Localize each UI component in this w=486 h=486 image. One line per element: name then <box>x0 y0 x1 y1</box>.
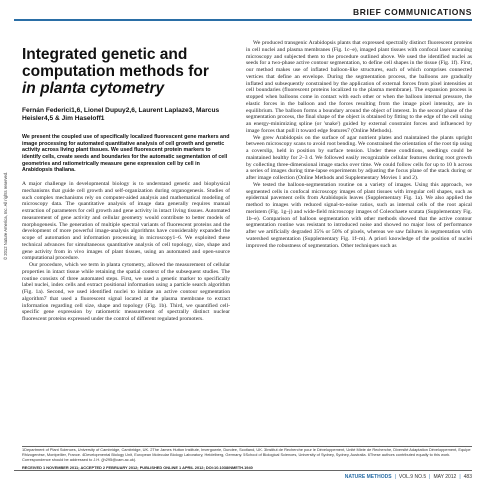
body-paragraph: We produced transgenic Arabidopsis plants that expressed spectrally distinct fluorescent proteins in cell nuclei and plasma membranes (Fig. 1c–e), imaged plant tissues with confocal laser scanning microscopy and subjected them to the procedure outlined above. We used the identified nuclei as seeds for a two-phase active contour segmentation, to define cell shapes in the tissue (Fig. 1f). First, our method makes use of inflated balloon-like structures, each of which comprises connected vertices that define an envelope. During the segmentation process, the balloons are gradually inflated and subsequently constrained by the application of external forces from pixel intensities at cell boundaries (fluorescent proteins localized to the plasma membrane). The expansion process is stopped when balloons come in contact with each other or when the balloon internal pressure, the elastic forces in the balloon and the forces resulting from the image pixel intensity, are in equilibrium. The balloon forms a boundary around the object of interest. In the second phase of the segmentation process, the final shape of the object is obtained by fitting to the edge of the cell using an energy-minimizing spline (or 'snake') guided by external constraint forces and influenced by image forces that pull it toward edge features7 (Online Methods). <box>246 40 472 134</box>
header-rule <box>14 19 472 21</box>
issue-date: MAY 2012 <box>433 474 457 480</box>
title-line-1: Integrated genetic and <box>22 46 188 63</box>
volume-issue: VOL.9 NO.5 <box>398 474 427 480</box>
received-dates: RECEIVED 1 NOVEMBER 2011; ACCEPTED 2 FEBRUARY 2012; PUBLISHED ONLINE 1 APRIL 2012; DOI:10.1038/NMETH.1940 <box>22 465 253 470</box>
author-list: Fernán Federici1,6, Lionel Dupuy2,6, Laurent Laplaze3, Marcus Heisler4,5 & Jim Haseloff1 <box>22 107 220 123</box>
left-column <box>22 40 230 323</box>
title-line-2: computation methods for <box>22 63 209 80</box>
footer-separator: | <box>429 474 431 480</box>
side-copyright-note: © 2012 Nature America, Inc. All rights reserved. <box>3 171 8 260</box>
article-title <box>22 46 230 97</box>
title-line-3: in planta cytometry <box>22 80 165 97</box>
body-paragraph: We tested the balloon-segmentation routine on a variety of images. Using this approach, we segmented cells in confocal microscopy images of plant tissues with irregular cell shapes, such as epidermal pavement cells from Arabidopsis leaves (Supplementary Fig. 1a). We also applied the method to images with reduced signal-to-noise ratios, such as internal cells of the root apical meristem (Fig. 1g–j) and wide-field microscopy images of Coleochaete scutata (Supplementary Fig. 1b–e). Comparison of balloon segmentation with other methods showed that the active contour segmentation routine was resistant to introduced noise and showed no major loss of performance after we artificially degraded 35% or 50% of pixels, whereas we saw failures in segmentation with watershed segmentation (Supplementary Fig. 1f–m). A priori knowledge of the position of nuclei improved the robustness of segmentation. Other techniques such as <box>246 181 472 249</box>
abstract: We present the coupled use of specifically localized fluorescent gene markers and image processing for automated quantitative analysis of cell growth and genetic activity across living plant tissues. We used fluorescent protein markers to identify cells, create seeds and boundaries for the automatic segmentation of cell geometries and ratiometrically measure gene expression cell by cell in Arabidopsis thaliana. <box>22 133 230 174</box>
section-label: BRIEF COMMUNICATIONS <box>352 7 472 17</box>
body-paragraph: A major challenge in developmental biology is to understand genetic and biophysical mechanisms that guide cell growth and self-organization during organogenesis. Studies of such complex mechanisms rely on computer-aided analysis and mathematical modeling of microscopy data. The quantitative analysis of image data generally requires manual extraction of parameters for cell growth and gene activity in intact living tissues. Automated measurement of gene activity and cellular geometry would contribute to better models of morphogenesis. The generation of multiple spectral variants of fluorescent proteins and the development of more powerful image-analysis algorithms have considerably expanded the scope of automation and information processing in microscopy1–6. We exploited these technical advances for simultaneous quantitative analysis of cell topology, size, shape and gene activity from in vivo images of plant tissues, using an automated and open-source computational procedure. <box>22 181 230 262</box>
right-column <box>246 40 472 249</box>
bottom-rule <box>14 470 472 471</box>
body-paragraph: We grew Arabidopsis on the surface of agar nutrient plates and maintained the plants upright between microscopy scans to avoid root bending. We constrained the orientation of the root tip using a coverslip, held in position by surface tension. Under these conditions, seedlings could be maintained healthy for 2–3 d. We followed easily recognizable cellular features during root growth by collecting three-dimensional image stacks over time. We could follow cells for up to 10 h across a series of images during time-lapse experiments by adjusting the focus plane of the stack during or after image collection (Online Methods and Supplementary Movies 1 and 2). <box>246 134 472 181</box>
right-body-text <box>246 40 472 249</box>
footer-separator: | <box>394 474 396 480</box>
footer-separator: | <box>459 474 461 480</box>
page-number: 483 <box>463 474 472 480</box>
page-header <box>0 0 486 22</box>
journal-name: NATURE METHODS <box>344 474 392 480</box>
body-paragraph: Our procedure, which we term in planta cytometry, allowed the measurement of cellular properties in intact tissue while retaining the spatial context of the subsequent studies. The routine consists of three automated steps. First, we used a genetic marker to specifically label nuclei, index cells and extract positional information using a particle search algorithm (Fig. 1a). Second, we used identified nuclei to initiate an active contour segmentation algorithm7 that used a fluorescent signal located at the plasma membrane to extract information regarding cell size, shape and topology (Fig. 1b). Third, we quantified cell-specific gene expression by ratiometric measurement of spectrally distinct nuclear fluorescent proteins expressed under the control of different regulated promoters. <box>22 262 230 323</box>
page-footer <box>345 474 472 480</box>
affiliations-footnote: 1Department of Plant Sciences, University of Cambridge, Cambridge, UK. 2The James Hutton Institute, Invergowrie, Dundee, Scotland, UK. 3Institut de Recherche pour le Développement, Unité Mixte de Recherche, Diversité Adaptation Développement, Equipe Rhizogenèse, Montpellier, France. 4Developmental Biology Unit, European Molecular Biology Laboratory, Heidelberg, Germany. 5School of Biological Sciences, University of Sydney, Sydney, Australia. 6These authors contributed equally to this work. Correspondence should be addressed to J.H. (jh295@cam.ac.uk). <box>22 447 471 462</box>
left-body-text <box>22 181 230 323</box>
